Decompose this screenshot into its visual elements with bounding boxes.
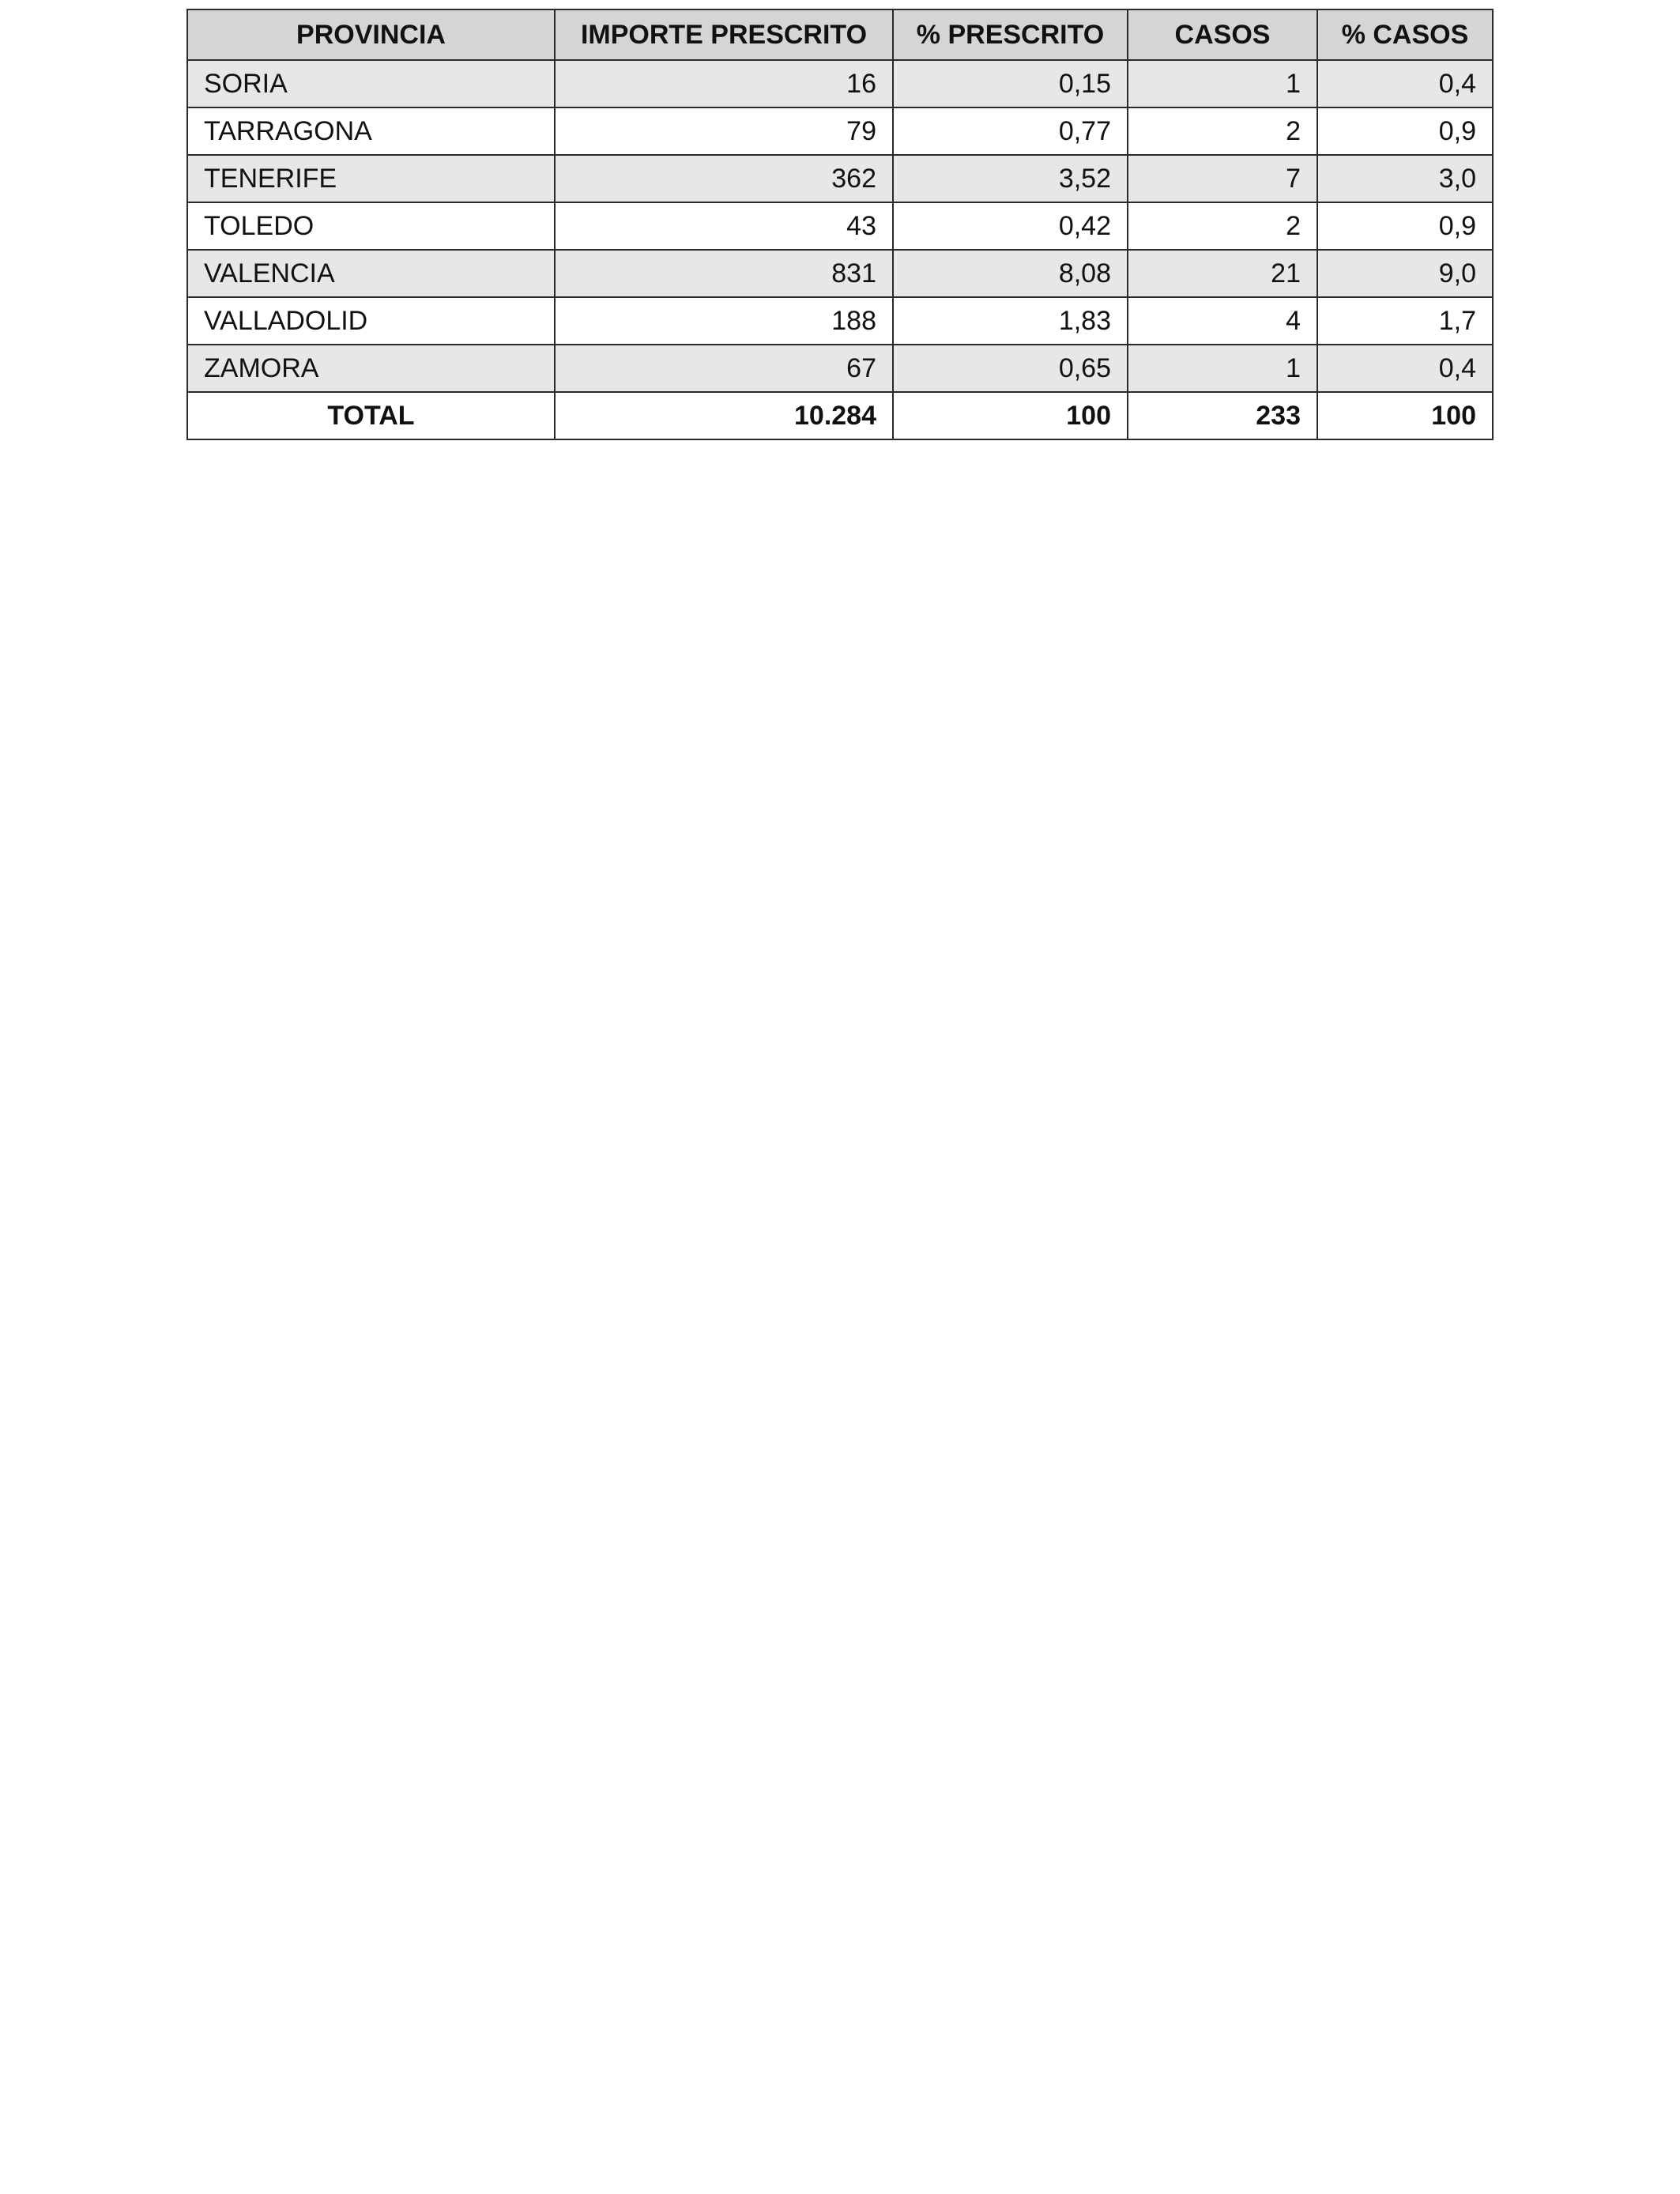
- total-pct-prescrito: 100: [893, 392, 1128, 439]
- cell-provincia: TENERIFE: [187, 155, 555, 202]
- table-row: [187, 107, 1493, 155]
- table-row: [187, 345, 1493, 392]
- table-row: [187, 250, 1493, 297]
- cell-pct-prescrito: 0,15: [893, 60, 1128, 107]
- cell-pct-prescrito: 0,65: [893, 345, 1128, 392]
- cell-importe: 362: [555, 155, 893, 202]
- header-provincia: PROVINCIA: [187, 9, 555, 60]
- table-row: [187, 155, 1493, 202]
- cell-provincia: VALENCIA: [187, 250, 555, 297]
- header-casos: CASOS: [1128, 9, 1317, 60]
- table-header: [187, 9, 1493, 60]
- table-row: [187, 297, 1493, 345]
- cell-pct-casos: 3,0: [1317, 155, 1493, 202]
- table-row: [187, 202, 1493, 250]
- cell-casos: 7: [1128, 155, 1317, 202]
- cell-pct-casos: 1,7: [1317, 297, 1493, 345]
- cell-importe: 188: [555, 297, 893, 345]
- total-importe: 10.284: [555, 392, 893, 439]
- cell-pct-casos: 0,4: [1317, 60, 1493, 107]
- cell-importe: 79: [555, 107, 893, 155]
- header-pct-prescrito: % PRESCRITO: [893, 9, 1128, 60]
- header-pct-casos: % CASOS: [1317, 9, 1493, 60]
- total-casos: 233: [1128, 392, 1317, 439]
- cell-pct-prescrito: 3,52: [893, 155, 1128, 202]
- cell-pct-prescrito: 1,83: [893, 297, 1128, 345]
- cell-provincia: TARRAGONA: [187, 107, 555, 155]
- total-pct-casos: 100: [1317, 392, 1493, 439]
- cell-pct-casos: 0,9: [1317, 202, 1493, 250]
- cell-pct-casos: 9,0: [1317, 250, 1493, 297]
- cell-casos: 1: [1128, 60, 1317, 107]
- cell-pct-casos: 0,9: [1317, 107, 1493, 155]
- provincia-table: [186, 9, 1494, 440]
- cell-casos: 2: [1128, 202, 1317, 250]
- cell-casos: 2: [1128, 107, 1317, 155]
- header-row: [187, 9, 1493, 60]
- cell-pct-prescrito: 8,08: [893, 250, 1128, 297]
- cell-provincia: ZAMORA: [187, 345, 555, 392]
- table-body: [187, 60, 1493, 439]
- cell-importe: 16: [555, 60, 893, 107]
- cell-importe: 831: [555, 250, 893, 297]
- cell-provincia: TOLEDO: [187, 202, 555, 250]
- cell-casos: 1: [1128, 345, 1317, 392]
- table-row: [187, 60, 1493, 107]
- cell-importe: 67: [555, 345, 893, 392]
- cell-casos: 21: [1128, 250, 1317, 297]
- cell-pct-prescrito: 0,77: [893, 107, 1128, 155]
- cell-pct-casos: 0,4: [1317, 345, 1493, 392]
- total-row: [187, 392, 1493, 439]
- cell-importe: 43: [555, 202, 893, 250]
- cell-provincia: SORIA: [187, 60, 555, 107]
- cell-casos: 4: [1128, 297, 1317, 345]
- header-importe-prescrito: IMPORTE PRESCRITO: [555, 9, 893, 60]
- total-label: TOTAL: [187, 392, 555, 439]
- cell-provincia: VALLADOLID: [187, 297, 555, 345]
- cell-pct-prescrito: 0,42: [893, 202, 1128, 250]
